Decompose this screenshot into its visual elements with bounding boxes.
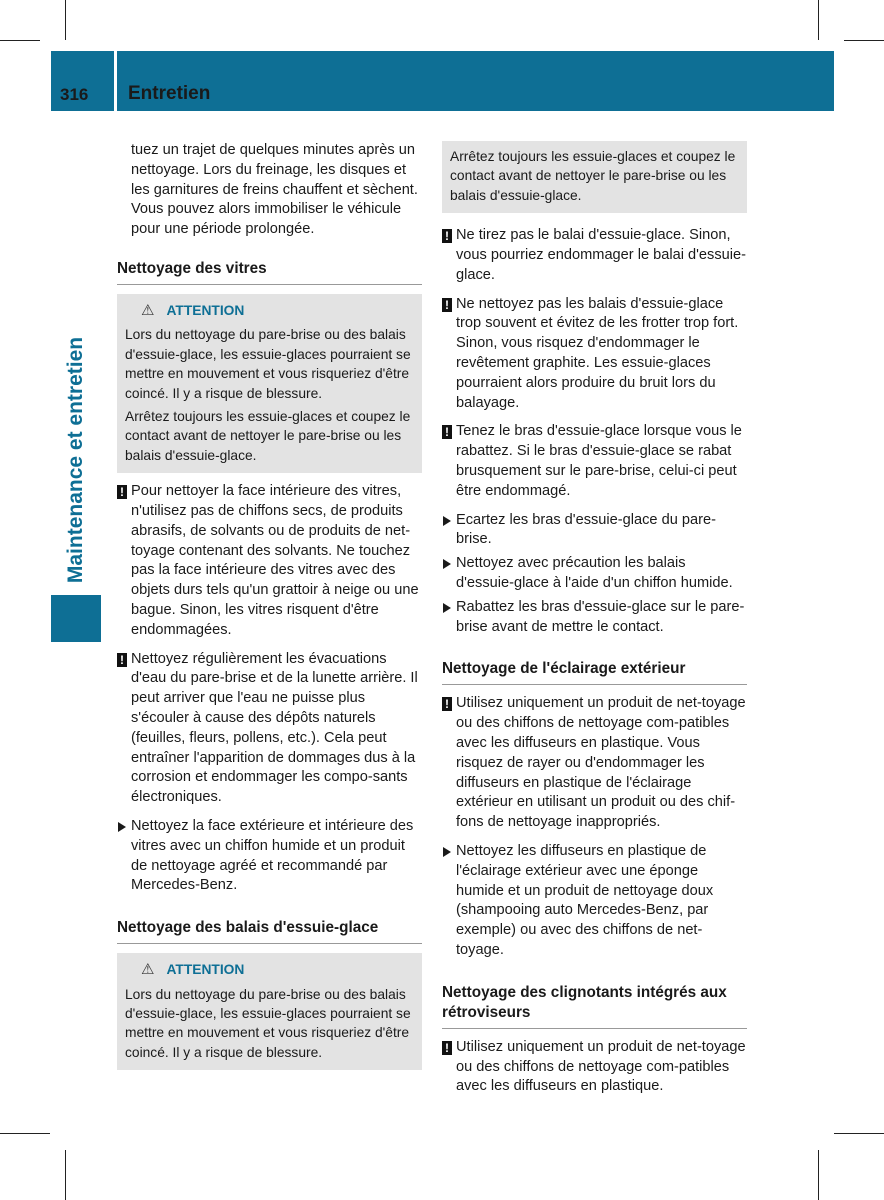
exclamation-icon: ! [442,298,452,312]
warning-title-text: ATTENTION [166,302,245,318]
step-arrow-icon [443,559,451,569]
exclamation-icon: ! [117,653,127,667]
step-item [442,554,747,594]
warning-text: Lors du nettoyage du pare-brise ou des balais d'essuie-glace, les essuie-glaces pourraient se mettre en mouvement et vous risqueriez d'être coincé. Il y a risque de blessure. [125,986,411,1060]
crop-mark [834,1133,884,1134]
crop-mark [65,0,66,40]
crop-mark [844,40,884,41]
warning-title-text: ATTENTION [166,962,245,978]
notice-item [442,226,747,285]
side-tab-marker [51,595,101,642]
step-arrow-icon [443,847,451,857]
notice-text: Ne tirez pas le balai d'essuie-glace. Sinon, vous pourriez endommager le balai d'essuie-glace. [456,227,746,283]
warning-box-continued: Arrêtez toujours les essuie-glaces et coupez le contact avant de nettoyer le pare-brise ou les balais d'essuie-glace. [442,141,747,213]
notice-text: Pour nettoyer la face intérieure des vitres, n'utilisez pas de chiffons secs, de produits abrasifs, de solvants ou de produits de net-toyage contenant des solvants. Ne touchez pas la face intérieure des vitres avec des objets durs tels qu'un grattoir à neige ou une bague. Sinon, les vitres risquent d'être endommagées. [131,483,419,638]
warning-box [117,953,422,1070]
notice-text: Ne nettoyez pas les balais d'essuie-glace trop souvent et évitez de les frotter trop fort. Sinon, vous risquez d'endommager le revêtement graphite. Les essuie-glaces pourraient alors produire du bruit lors du balayage. [456,295,739,411]
warning-title [125,960,414,979]
notice-item [442,694,747,833]
section-heading: Nettoyage des clignotants intégrés aux rétroviseurs [442,983,747,1029]
step-item [442,598,747,638]
crop-mark [818,1150,819,1200]
step-item [442,511,747,551]
exclamation-icon: ! [117,485,127,499]
warning-title [125,301,414,320]
step-text: Ecartez les bras d'essuie-glace du pare-brise. [456,511,716,548]
crop-mark [0,40,40,41]
step-item [117,817,422,896]
side-tab-label: Maintenance et entretien [64,336,87,584]
exclamation-icon: ! [442,697,452,711]
warning-triangle-icon: ⚠ [141,960,155,978]
exclamation-icon: ! [442,1041,452,1055]
step-arrow-icon [118,822,126,832]
step-arrow-icon [443,603,451,613]
exclamation-icon: ! [442,229,452,243]
exclamation-icon: ! [442,425,452,439]
notice-item [117,482,422,640]
right-column [442,141,747,1106]
crop-mark [65,1150,66,1200]
notice-item [442,295,747,414]
notice-item [442,422,747,501]
notice-text: Utilisez uniquement un produit de net-toyage ou des chiffons de nettoyage com-patibles avec les diffuseurs en plastique. Vous risquez de rayer ou d'endommager les diffuseurs en plastique de l'éclairage extérieur en utilisant un produit ou des chif-fons de nettoyage inappropriés. [456,695,746,831]
section-heading: Nettoyage des vitres [117,259,422,285]
notice-text: Nettoyez régulièrement les évacuations d'eau du pare-brise et de la lunette arrière. Il peut arriver que l'eau ne puisse plus s'écouler à cause des dépôts naturels (feuilles, fleurs, pollens, etc.). Cela peut entraîner l'apparition de dommages dus à la corrosion et endommager les compo-sants électroniques. [131,650,418,806]
chapter-title: Entretien [128,83,211,104]
warning-triangle-icon: ⚠ [141,301,155,319]
warning-box [117,294,422,473]
notice-item [442,1038,747,1097]
left-column [117,141,422,1079]
section-heading: Nettoyage des balais d'essuie-glace [117,918,422,944]
warning-text: Arrêtez toujours les essuie-glaces et coupez le contact avant de nettoyer le pare-brise ou les balais d'essuie-glace. [125,409,411,463]
notice-text: Utilisez uniquement un produit de net-toyage ou des chiffons de nettoyage com-patibles avec les diffuseurs en plastique. [456,1038,746,1095]
step-item [442,842,747,961]
warning-text: Lors du nettoyage du pare-brise ou des balais d'essuie-glace, les essuie-glaces pourraient se mettre en mouvement et vous risqueriez d'être coincé. Il y a risque de blessure. [125,327,411,401]
page-number: 316 [60,85,89,104]
step-text: Nettoyez la face extérieure et intérieure des vitres avec un chiffon humide et un produit de nettoyage agréé et recommandé par Mercedes-Benz. [131,817,414,894]
crop-mark [0,1133,50,1134]
step-text: Nettoyez avec précaution les balais d'essuie-glace à l'aide d'un chiffon humide. [456,555,733,591]
step-arrow-icon [443,516,451,526]
notice-text: Tenez le bras d'essuie-glace lorsque vous le rabattez. Si le bras d'essuie-glace se rabat brusquement sur le pare-brise, celui-ci peut être endommagé. [456,423,742,499]
step-text: Rabattez les bras d'essuie-glace sur le pare-brise avant de mettre le contact. [456,598,745,635]
header-bar [117,51,834,111]
notice-item [117,650,422,808]
section-heading: Nettoyage de l'éclairage extérieur [442,659,747,685]
crop-mark [818,0,819,40]
intro-text: tuez un trajet de quelques minutes après un nettoyage. Lors du freinage, les disques et les garnitures de freins chauffent et sèchent. Vous pouvez alors immobiliser le véhicule pour une période prolongée. [131,142,418,238]
step-text: Nettoyez les diffuseurs en plastique de l'éclairage extérieur avec une éponge humide et un produit de nettoyage doux (shampooing auto Mercedes-Benz, par exemple) ou avec des chiffons de net-toyage. [456,842,714,958]
